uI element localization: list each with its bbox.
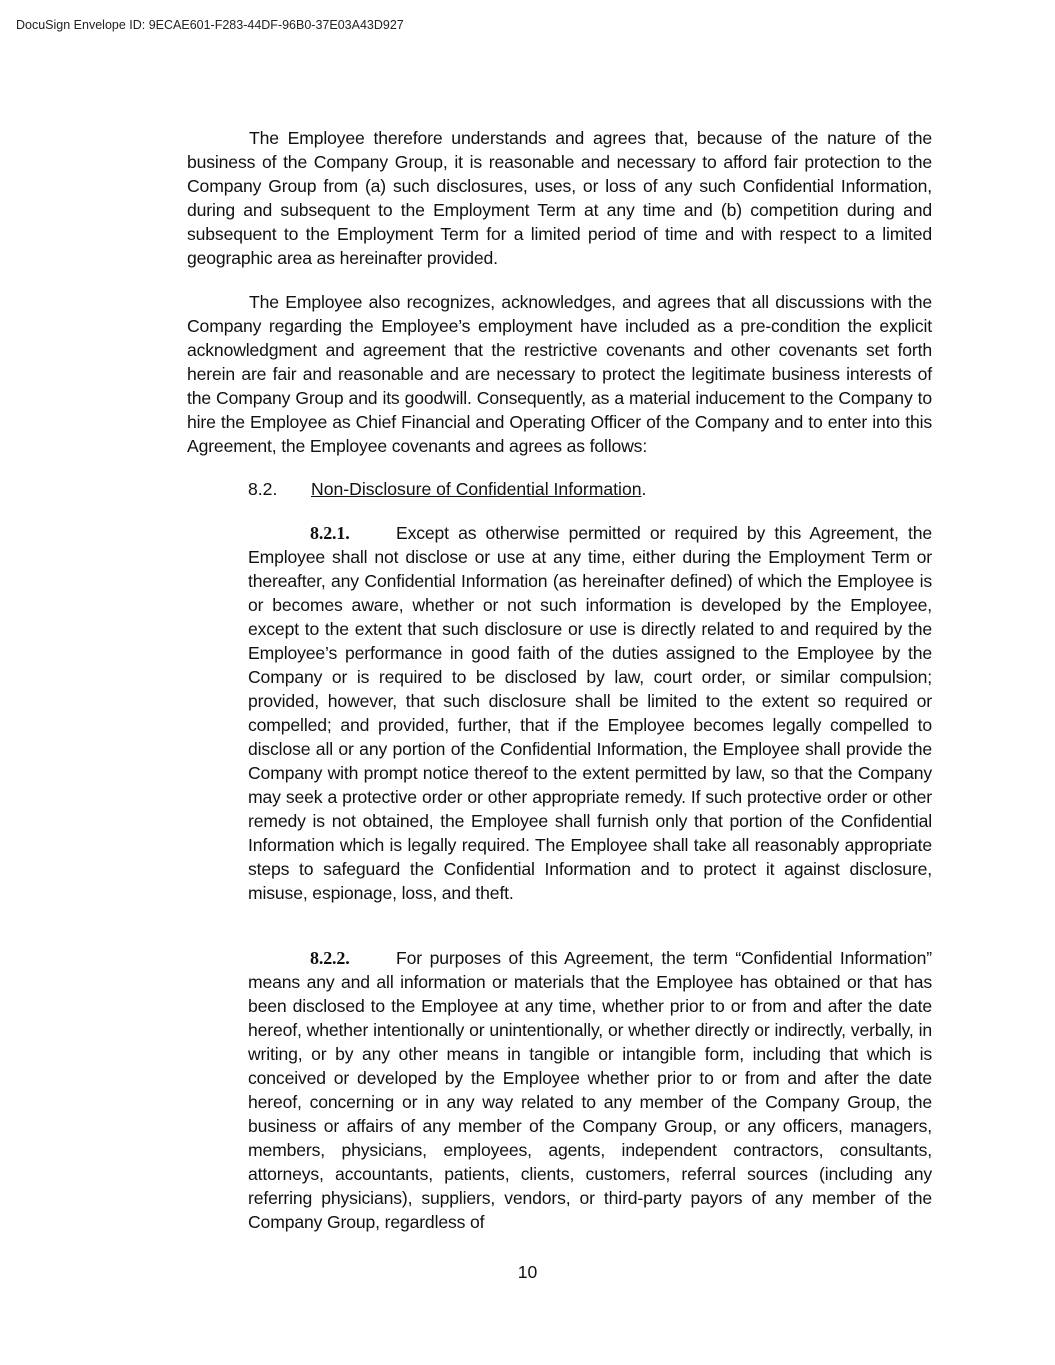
paragraph-recognizes-acknowledges: The Employee also recognizes, acknowledges, and agrees that all discussions with the Company regarding the Employee’s employment have included as a pre-condition the explicit acknowledgment and agreement that the restrictive covenants and other covenants set forth herein are fair and reasonable and are necessary to protect the legitimate business interests of the Company Group and its goodwill. Consequently, as a material inducement to the Company to hire the Employee as Chief Financial and Operating Officer of the Company and to enter into this Agreement, the Employee covenants and agrees as follows:	[187, 292, 932, 456]
section-8-2-1-paragraph	[248, 521, 932, 905]
section-8-2-number: 8.2.	[248, 479, 278, 499]
section-8-2-period: .	[641, 479, 647, 499]
section-8-2-heading	[248, 477, 646, 501]
section-8-2-1-number: 8.2.1.	[310, 523, 350, 543]
docusign-envelope-id: DocuSign Envelope ID: 9ECAE601-F283-44DF-96B0-37E03A43D927	[16, 18, 404, 32]
section-8-2-2-paragraph	[248, 946, 932, 1234]
section-8-2-1-text: Except as otherwise permitted or required by this Agreement, the Employee shall not disclose or use at any time, either during the Employment Term or thereafter, any Confidential Information (as hereinafter defined) of which the Employee is or becomes aware, whether or not such information is developed by the Employee, except to the extent that such disclosure or use is directly related to and required by the Employee’s performance in good faith of the duties assigned to the Employee by the Company or is required to be disclosed by law, court order, or similar compulsion; provided, however, that such disclosure shall be limited to the extent so required or compelled; and provided, further, that if the Employee becomes legally compelled to disclose all or any portion of the Confidential Information, the Employee shall provide the Company with prompt notice thereof to the extent permitted by law, so that the Company may seek a protective order or other appropriate remedy. If such protective order or other remedy is not obtained, the Employee shall furnish only that portion of the Confidential Information which is legally required. The Employee shall take all reasonably appropriate steps to safeguard the Confidential Information and to protect it against disclosure, misuse, espionage, loss, and theft.	[248, 523, 932, 903]
section-8-2-2-text: For purposes of this Agreement, the term “Confidential Information” means any and all information or materials that the Employee has obtained or that has been disclosed to the Employee at any time, whether prior to or from and after the date hereof, whether intentionally or unintentionally, or whether directly or indirectly, verbally, in writing, or by any other means in tangible or intangible form, including that which is conceived or developed by the Employee whether prior to or from and after the date hereof, concerning or in any way related to any member of the Company Group, the business or affairs of any member of the Company Group, or any officers, managers, members, physicians, employees, agents, independent contractors, consultants, attorneys, accountants, patients, clients, customers, referral sources (including any referring physicians), suppliers, vendors, or third-party payors of any member of the Company Group, regardless of	[248, 948, 932, 1232]
section-8-2-title: Non-Disclosure of Confidential Information	[311, 479, 642, 499]
section-8-2-2-number: 8.2.2.	[310, 948, 350, 968]
paragraph-understands-and-agrees: The Employee therefore understands and agrees that, because of the nature of the business of the Company Group, it is reasonable and necessary to afford fair protection to the Company Group from (a) such disclosures, uses, or loss of any such Confidential Information, during and subsequent to the Employment Term at any time and (b) competition during and subsequent to the Employment Term for a limited period of time and with respect to a limited geographic area as hereinafter provided.	[187, 128, 932, 268]
page-number: 10	[517, 1262, 538, 1282]
